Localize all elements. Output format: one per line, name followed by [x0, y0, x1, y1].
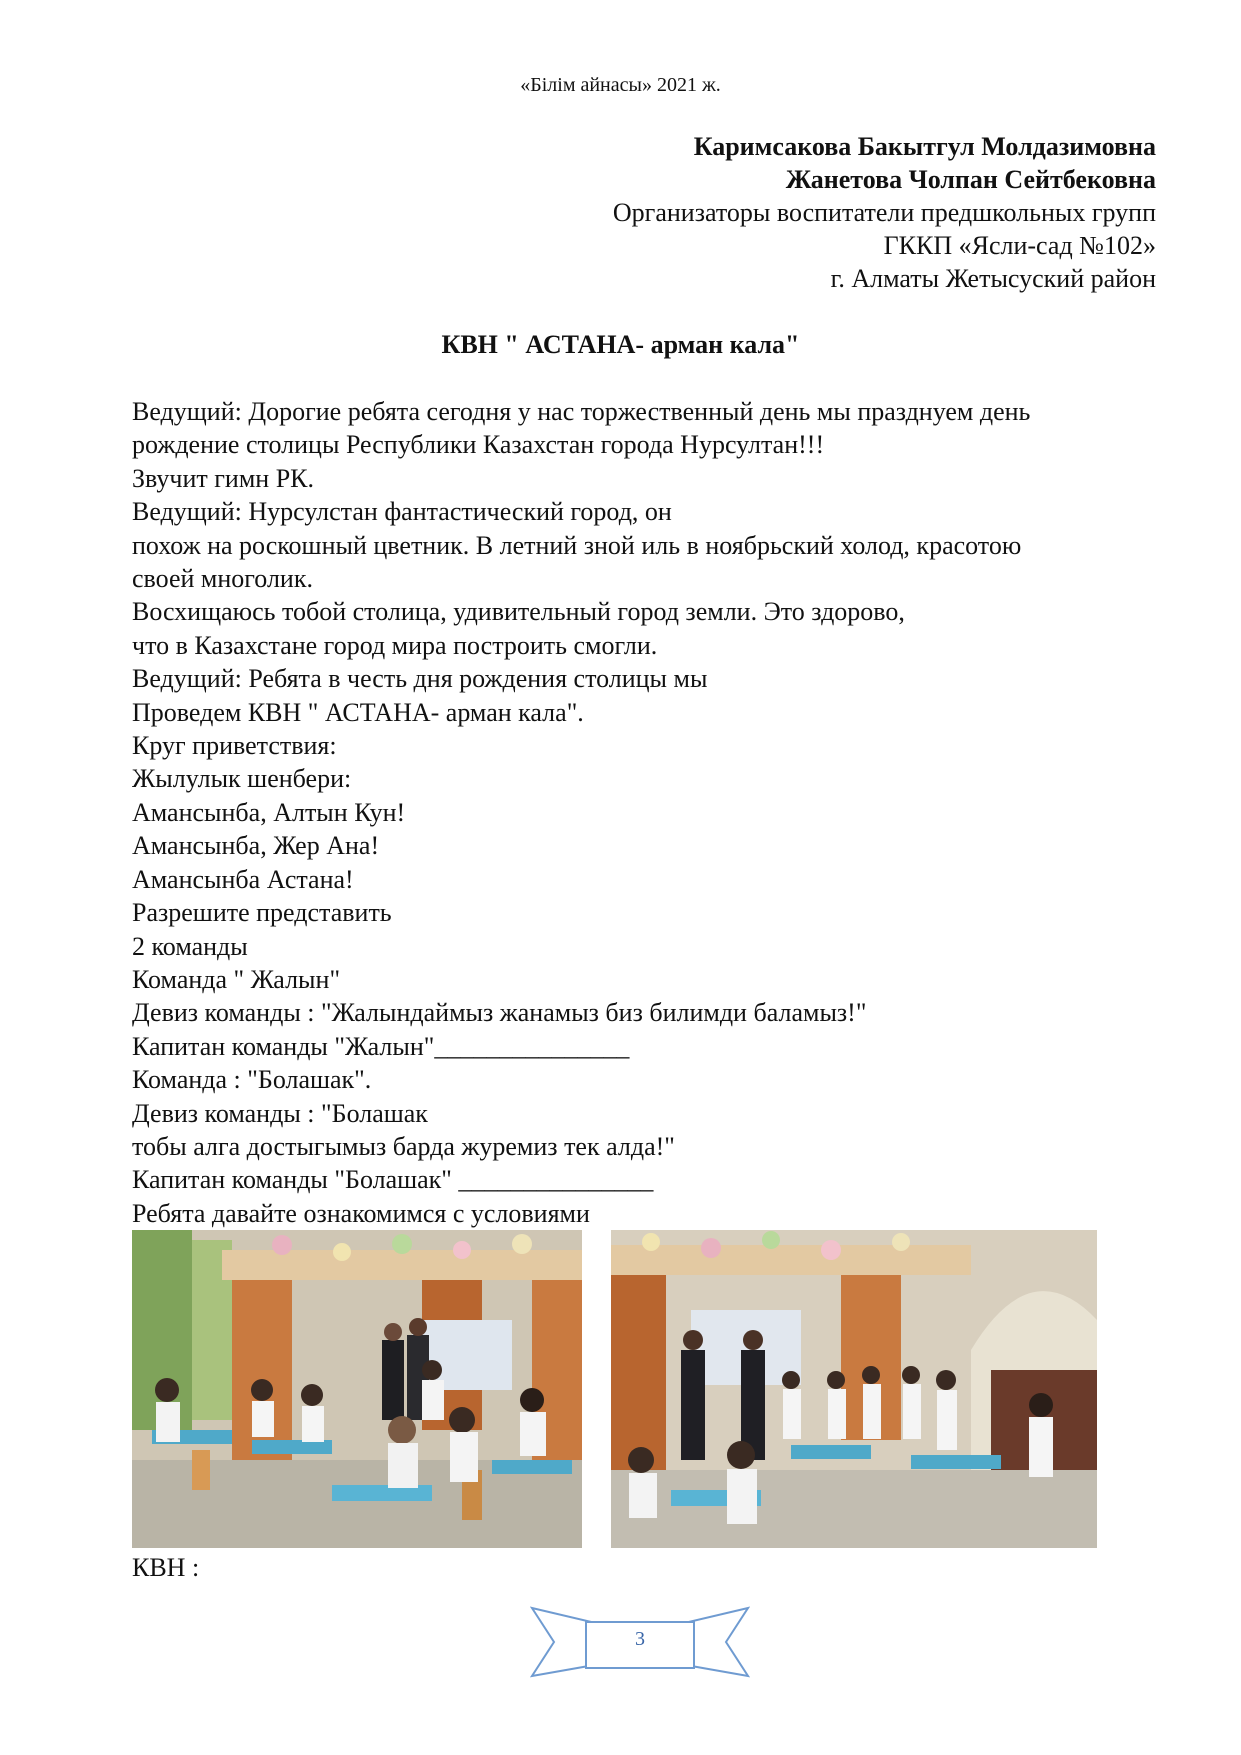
body-line: 2 команды	[132, 931, 248, 961]
author-position: Организаторы воспитатели предшкольных групп	[612, 198, 1156, 227]
body-line: тобы алга достыгымыз барда журемиз тек алда!"	[132, 1131, 675, 1161]
event-photo-1	[132, 1230, 582, 1548]
body-line: Ведущий: Нурсулстан фантастический город, он	[132, 497, 672, 527]
body-line: Ведущий: Ребята в честь дня рождения столицы мы	[132, 664, 708, 694]
author-name-2: Жанетова Чолпан Сейтбековна	[785, 165, 1156, 194]
body-line: Девиз команды : "Жалындаймыз жанамыз биз билимди баламыз!"	[132, 998, 867, 1028]
body-line: своей многолик.	[132, 564, 313, 594]
page-number-ribbon	[530, 1602, 750, 1682]
classroom-photo-illustration	[611, 1230, 1097, 1548]
event-photo-2	[611, 1230, 1097, 1548]
body-line: Команда " Жалын"	[132, 964, 341, 994]
journal-header: «Білім айнасы» 2021 ж.	[520, 74, 721, 96]
body-line: Капитан команды "Жалын"_______________	[132, 1031, 630, 1061]
body-line: Ребята давайте ознакомимся с условиями	[132, 1198, 590, 1228]
body-line: Девиз команды : "Болашак	[132, 1098, 428, 1128]
page-number: 3	[635, 1628, 645, 1650]
document-title: КВН " АСТАНА- арман кала"	[441, 330, 800, 359]
body-line: что в Казахстане город мира построить смогли.	[132, 630, 658, 660]
author-block	[613, 130, 1156, 295]
body-line: Круг приветствия:	[132, 731, 337, 761]
body-line: Амансынба Астана!	[132, 864, 354, 894]
body-line: Жылулык шенбери:	[132, 764, 352, 794]
body-line: Амансынба, Жер Ана!	[132, 831, 380, 861]
body-line: Разрешите представить	[132, 898, 392, 928]
script-body	[132, 395, 1142, 1230]
after-photos-text: КВН :	[132, 1553, 200, 1582]
body-line: Ведущий: Дорогие ребята сегодня у нас торжественный день мы празднуем день	[132, 397, 1031, 426]
body-line: Команда : "Болашак".	[132, 1065, 372, 1095]
classroom-photo-illustration	[132, 1230, 582, 1548]
body-line: рождение столицы Республики Казахстан города Нурсултан!!!	[132, 430, 825, 460]
author-name-1: Каримсакова Бакытгул Молдазимовна	[693, 132, 1156, 161]
body-line: Амансынба, Алтын Кун!	[132, 797, 406, 827]
body-line: Восхищаюсь тобой столица, удивительный город земли. Это здорово,	[132, 597, 905, 627]
body-line: похож на роскошный цветник. В летний зной иль в ноябрьский холод, красотою	[132, 530, 1022, 560]
author-institution: ГККП «Ясли-сад №102»	[883, 231, 1156, 260]
body-line: Звучит гимн РК.	[132, 463, 315, 493]
author-location: г. Алматы Жетысуский район	[830, 264, 1156, 293]
body-line: Проведем КВН " АСТАНА- арман кала".	[132, 697, 584, 727]
body-line: Капитан команды "Болашак" _______________	[132, 1165, 654, 1195]
